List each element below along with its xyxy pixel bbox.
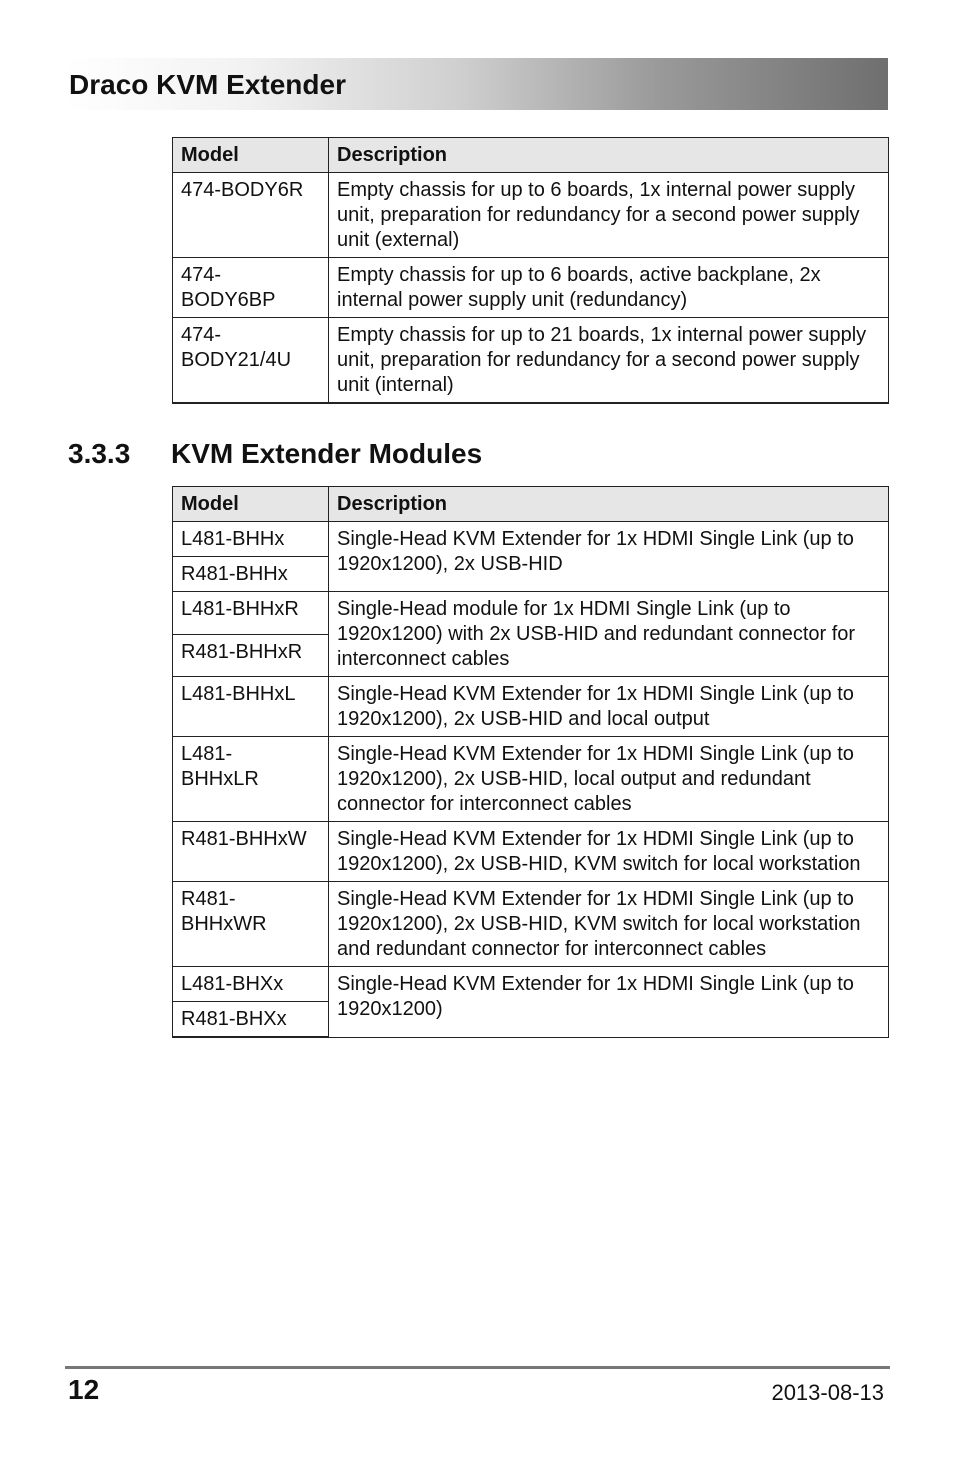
description-cell: Single-Head KVM Extender for 1x HDMI Single Link (up to 1920x1200), 2x USB-HID [329, 522, 889, 592]
model-cell-text: BODY21/4U [181, 349, 292, 371]
column-header-description: Description [329, 487, 889, 522]
header-bar [65, 58, 888, 110]
model-cell-text: R481- [181, 888, 236, 910]
description-cell: Single-Head KVM Extender for 1x HDMI Single Link (up to 1920x1200), 2x USB-HID, KVM switch for local workstation [329, 822, 889, 882]
model-cell: R481-BHHxR [173, 634, 329, 677]
table-header-row [173, 487, 889, 522]
model-cell: 474-BODY6R [173, 173, 329, 258]
table-row [173, 592, 889, 635]
table-row [173, 522, 889, 557]
model-cell: R481-BHHx [173, 557, 329, 592]
description-cell: Single-Head module for 1x HDMI Single Link (up to 1920x1200) with 2x USB-HID and redundant connector for interconnect cables [329, 592, 889, 677]
model-cell: R481-BHHxW [173, 822, 329, 882]
table-header-row [173, 138, 889, 173]
description-cell: Empty chassis for up to 6 boards, active backplane, 2x internal power supply unit (redundancy) [329, 258, 889, 318]
model-cell: L481-BHHxL [173, 677, 329, 737]
description-cell: Empty chassis for up to 6 boards, 1x internal power supply unit, preparation for redundancy for a second power supply unit (external) [329, 173, 889, 258]
model-cell [173, 318, 329, 404]
model-cell [173, 882, 329, 967]
description-cell: Empty chassis for up to 21 boards, 1x internal power supply unit, preparation for redundancy for a second power supply unit (internal) [329, 318, 889, 404]
model-cell-text: L481- [181, 743, 233, 765]
table-row [173, 737, 889, 822]
table-row [173, 677, 889, 737]
page-number: 12 [68, 1374, 100, 1405]
section-title: KVM Extender Modules [171, 438, 483, 469]
model-cell: R481-BHXx [173, 1002, 329, 1038]
description-cell: Single-Head KVM Extender for 1x HDMI Single Link (up to 1920x1200), 2x USB-HID, KVM switch for local workstation and redundant connector for interconnect cables [329, 882, 889, 967]
section-heading [68, 438, 482, 470]
column-header-model: Model [173, 487, 329, 522]
footer-divider [65, 1366, 890, 1369]
table-row [173, 967, 889, 1002]
model-cell: L481-BHXx [173, 967, 329, 1002]
model-cell-text: BHHxLR [181, 768, 259, 790]
model-cell [173, 258, 329, 318]
table-row [173, 258, 889, 318]
table-row [173, 173, 889, 258]
table-row [173, 318, 889, 404]
description-cell: Single-Head KVM Extender for 1x HDMI Single Link (up to 1920x1200), 2x USB-HID and local output [329, 677, 889, 737]
description-cell: Single-Head KVM Extender for 1x HDMI Single Link (up to 1920x1200), 2x USB-HID, local output and redundant connector for interconnect cables [329, 737, 889, 822]
document-title: Draco KVM Extender [69, 69, 346, 100]
model-cell: L481-BHHx [173, 522, 329, 557]
modules-table [172, 486, 889, 1038]
model-cell-text: 474- [181, 324, 222, 346]
column-header-description: Description [329, 138, 889, 173]
model-cell-text: BHHxWR [181, 913, 267, 935]
table-row [173, 822, 889, 882]
model-cell [173, 737, 329, 822]
chassis-table [172, 137, 889, 404]
model-cell-text: BODY6BP [181, 289, 276, 311]
table-row [173, 882, 889, 967]
model-cell-text: 474- [181, 264, 222, 286]
model-cell: L481-BHHxR [173, 592, 329, 635]
document-date: 2013-08-13 [771, 1380, 884, 1405]
column-header-model: Model [173, 138, 329, 173]
section-number: 3.3.3 [68, 438, 131, 469]
description-cell: Single-Head KVM Extender for 1x HDMI Single Link (up to 1920x1200) [329, 967, 889, 1038]
